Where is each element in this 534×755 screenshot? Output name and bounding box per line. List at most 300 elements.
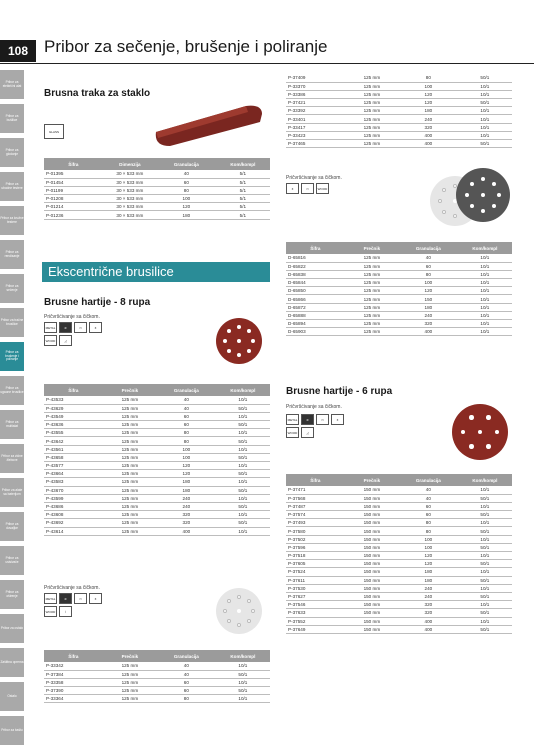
star-icon: ✶ — [331, 414, 344, 425]
sidebar-tab[interactable]: Pribor za električni alat — [0, 70, 24, 99]
table-cell: D-65872 — [286, 303, 345, 311]
table-cell: 320 — [157, 511, 216, 519]
table-row — [286, 140, 512, 148]
table-row — [44, 662, 270, 670]
disc-hole — [486, 415, 491, 420]
disc-hole — [469, 415, 474, 420]
table-cell: 50/1 — [458, 527, 512, 535]
sidebar-tab[interactable]: Pribor za oštrenje — [0, 580, 24, 609]
table-cell: 50/1 — [216, 502, 270, 510]
column-header: Šifra — [286, 474, 345, 486]
table-cell: P-43583 — [44, 478, 103, 486]
table-cell: 125 mm — [103, 453, 157, 461]
table-cell: P-43533 — [44, 396, 103, 404]
table-cell: 5/1 — [216, 178, 270, 186]
disc-hole — [223, 339, 227, 343]
table-cell: P-01199 — [44, 186, 103, 194]
sidebar-tab[interactable]: Pribor za tračne brusilice — [0, 308, 24, 337]
table-cell: 80 — [399, 519, 458, 527]
table-cell: 5/1 — [216, 170, 270, 178]
table-cell: 60 — [157, 412, 216, 420]
table-cell: 40 — [157, 170, 216, 178]
table-row — [44, 527, 270, 535]
table-cell: 10/1 — [458, 131, 512, 139]
table-cell: 120 — [399, 560, 458, 568]
table-cell: 240 — [399, 584, 458, 592]
table-cell: 50/1 — [458, 625, 512, 633]
table-cell: 10/1 — [458, 519, 512, 527]
table-cell: 10/1 — [216, 462, 270, 470]
table-cell: D-65844 — [286, 279, 345, 287]
table-cell: 10/1 — [216, 494, 270, 502]
table-cell: 320 — [157, 519, 216, 527]
table-cell: P-43599 — [44, 494, 103, 502]
sidebar-tab[interactable]: Pribor za multialat — [0, 410, 24, 439]
belt-table — [44, 158, 270, 220]
sanding-belt-image — [150, 100, 268, 148]
table-cell: P-37530 — [286, 584, 345, 592]
table-cell: 180 — [157, 478, 216, 486]
table-row — [286, 115, 512, 123]
table-cell: 125 mm — [345, 279, 399, 287]
table-row — [286, 584, 512, 592]
disc-8-white — [216, 588, 262, 634]
table-cell: P-01208 — [44, 195, 103, 203]
table-row — [44, 186, 270, 194]
table-row — [286, 99, 512, 107]
table-row — [286, 543, 512, 551]
table-cell: 80 — [399, 270, 458, 278]
table-cell: 50/1 — [458, 543, 512, 551]
table-cell: P-37568 — [286, 494, 345, 502]
table-row — [44, 670, 270, 678]
table-cell: 10/1 — [458, 303, 512, 311]
table-cell: 50/1 — [458, 494, 512, 502]
table-cell: P-37409 — [286, 74, 345, 82]
table-cell: 125 mm — [103, 429, 157, 437]
brush-icon: ⌇ — [59, 606, 72, 617]
wood-icon: WOOD — [44, 335, 57, 346]
table-cell: 10/1 — [216, 478, 270, 486]
belt-icon-glass — [44, 124, 64, 139]
table-cell: 125 mm — [103, 404, 157, 412]
table-row — [286, 123, 512, 131]
surface-icon: ▭ — [74, 593, 87, 604]
table-cell: P-01395 — [44, 170, 103, 178]
disc-6-red — [452, 404, 508, 460]
disc-hole — [247, 599, 251, 603]
table-row — [286, 262, 512, 270]
disc-hole — [481, 193, 485, 197]
column-header: Prečnik — [103, 650, 157, 662]
table-cell: P-37611 — [286, 576, 345, 584]
table-cell: 125 mm — [345, 311, 399, 319]
table-cell: P-37493 — [286, 519, 345, 527]
surface-icon: ▭ — [301, 183, 314, 194]
disc-hole — [461, 430, 466, 435]
table-cell: 80 — [157, 695, 216, 703]
table-cell: 125 mm — [103, 470, 157, 478]
table-cell: 10/1 — [458, 107, 512, 115]
table-cell: 100 — [157, 195, 216, 203]
table-cell: 50/1 — [458, 560, 512, 568]
table-row — [44, 695, 270, 703]
sidebar-tab[interactable]: Pribor za glodanje — [0, 138, 24, 167]
table-row — [44, 519, 270, 527]
table-row — [286, 311, 512, 319]
page-title: Pribor za sečenje, brušenje i poliranje — [44, 37, 328, 56]
metal-icon: METAL — [286, 414, 299, 425]
angle-icon: ◿ — [59, 335, 72, 346]
table-cell: P-43549 — [44, 412, 103, 420]
sanding-pattern-icon: ≋ — [301, 414, 314, 425]
table-cell: P-37580 — [286, 527, 345, 535]
table-row — [286, 535, 512, 543]
table-cell: 240 — [399, 311, 458, 319]
table-cell: 10/1 — [458, 601, 512, 609]
disc-hole — [223, 609, 227, 613]
disc-hole — [251, 339, 255, 343]
table-cell: P-43629 — [44, 404, 103, 412]
table-row — [44, 453, 270, 461]
table-cell: 30 × 533 mm — [103, 195, 157, 203]
table-row — [44, 421, 270, 429]
table-row — [286, 576, 512, 584]
table-cell: 100 — [399, 535, 458, 543]
star-icon: ✶ — [89, 593, 102, 604]
table-row — [286, 519, 512, 527]
sidebar-tab[interactable]: Pribor za duvaljke — [0, 512, 24, 541]
disc-hole — [481, 209, 485, 213]
table-cell: 50/1 — [216, 470, 270, 478]
table-cell: 125 mm — [103, 678, 157, 686]
table-cell: 5/1 — [216, 186, 270, 194]
table-cell: 80 — [399, 527, 458, 535]
column-header: Granulacija — [399, 242, 458, 254]
sidebar-tab[interactable]: Pribor za ubodne testere — [0, 172, 24, 201]
table-cell: 10/1 — [216, 527, 270, 535]
table-row — [44, 203, 270, 211]
table-cell: 125 mm — [103, 494, 157, 502]
table-cell: 150 mm — [345, 568, 399, 576]
column-header: Prečnik — [345, 474, 399, 486]
table-cell: 125 mm — [345, 328, 399, 336]
usage-icons-8b — [44, 593, 104, 617]
note-8b: Pričvršćivanje sa čičkom. — [44, 585, 100, 591]
table-cell: 150 mm — [345, 519, 399, 527]
table-cell: 150 mm — [345, 601, 399, 609]
table-cell: 10/1 — [458, 262, 512, 270]
table-cell: 50/1 — [458, 592, 512, 600]
disc-hole — [247, 349, 251, 353]
table-row — [44, 429, 270, 437]
table-cell: P-43642 — [44, 437, 103, 445]
table-row — [286, 511, 512, 519]
table-row — [286, 560, 512, 568]
table-row — [44, 195, 270, 203]
table-cell: P-37524 — [286, 568, 345, 576]
disc-hole — [251, 609, 255, 613]
table-cell: 125 mm — [345, 287, 399, 295]
table-cell: 125 mm — [103, 662, 157, 670]
table-cell: 10/1 — [458, 584, 512, 592]
disc-hole — [465, 193, 469, 197]
table-cell: 10/1 — [216, 412, 270, 420]
table-cell: 10/1 — [216, 678, 270, 686]
table-cell: 150 mm — [345, 511, 399, 519]
sidebar-tab[interactable]: Pribor za brušenje i poliranje — [0, 342, 24, 371]
disc-hole — [492, 182, 496, 186]
table-cell: 10/1 — [458, 328, 512, 336]
table-cell: 120 — [157, 203, 216, 211]
table-cell: 40 — [157, 662, 216, 670]
table-cell: 125 mm — [103, 695, 157, 703]
disc-hole — [237, 623, 241, 627]
table-cell: 10/1 — [458, 287, 512, 295]
table-row — [44, 678, 270, 686]
table-cell: 400 — [399, 617, 458, 625]
sidebar-tab[interactable]: Pribor za sečenje — [0, 274, 24, 303]
table-cell: 50/1 — [458, 576, 512, 584]
column-header: Kom/kompl — [216, 650, 270, 662]
table-cell: 40 — [399, 486, 458, 494]
table-cell: 120 — [157, 470, 216, 478]
table-cell: 150 mm — [345, 576, 399, 584]
table-cell: P-37390 — [44, 687, 103, 695]
sidebar-tab[interactable]: Pribor za ugaone brusilice — [0, 376, 24, 405]
table-row — [286, 279, 512, 287]
column-header: Šifra — [44, 384, 103, 396]
metal-icon: METAL — [44, 322, 57, 333]
table-row — [286, 74, 512, 82]
table-cell: 80 — [157, 186, 216, 194]
sidebar-tab[interactable]: Pribor za bušilice — [0, 104, 24, 133]
section-title-8-holes: Brusne hartije - 8 rupa — [44, 297, 151, 308]
table-cell: 30 × 533 mm — [103, 178, 157, 186]
disc-hole — [227, 599, 231, 603]
disc-hole — [470, 204, 474, 208]
disc-hole — [438, 199, 442, 203]
table-cell: P-37421 — [286, 99, 345, 107]
metal-icon: METAL — [44, 593, 57, 604]
star-icon: ✶ — [89, 322, 102, 333]
usage-icons-6 — [286, 414, 346, 438]
table-cell: 10/1 — [458, 115, 512, 123]
table-cell: D-65903 — [286, 328, 345, 336]
table-row — [44, 687, 270, 695]
sidebar-tab[interactable]: Pribor za rendisanje — [0, 240, 24, 269]
table-row — [286, 592, 512, 600]
table-cell: 125 mm — [345, 115, 399, 123]
table-6-holes — [286, 474, 512, 634]
note-right-mid: Pričvršćivanje sa čičkom. — [286, 175, 342, 181]
table-cell: P-43670 — [44, 486, 103, 494]
table-row — [44, 396, 270, 404]
disc-hole — [227, 329, 231, 333]
table-row — [286, 320, 512, 328]
table-cell: 240 — [157, 494, 216, 502]
table-cell: 150 mm — [345, 584, 399, 592]
table-cell: 50/1 — [458, 74, 512, 82]
table-cell: 180 — [399, 107, 458, 115]
table-cell: P-43664 — [44, 470, 103, 478]
table-cell: 10/1 — [458, 90, 512, 98]
section-banner: Ekscentrične brusilice — [42, 262, 270, 282]
table-cell: 125 mm — [345, 262, 399, 270]
table-cell: P-01454 — [44, 178, 103, 186]
disc-hole — [470, 182, 474, 186]
table-cell: 125 mm — [103, 421, 157, 429]
column-header: Šifra — [44, 650, 103, 662]
table-cell: 125 mm — [103, 445, 157, 453]
table-cell: 60 — [157, 687, 216, 695]
table-row — [286, 625, 512, 633]
section-title-belt: Brusna traka za staklo — [44, 88, 151, 99]
column-header: Granulacija — [399, 474, 458, 486]
table-cell: 30 × 533 mm — [103, 170, 157, 178]
usage-icons-8 — [44, 322, 104, 346]
table-cell: 150 mm — [345, 625, 399, 633]
table-cell: 125 mm — [345, 303, 399, 311]
surface-icon: ▭ — [316, 414, 329, 425]
sanding-pattern-icon: ≋ — [59, 322, 72, 333]
table-cell: 5/1 — [216, 203, 270, 211]
sidebar-tab[interactable]: Pribor za kružne testere — [0, 206, 24, 235]
table-cell: 10/1 — [458, 502, 512, 510]
table-cell: D-65850 — [286, 287, 345, 295]
surface-icon: ▭ — [74, 322, 87, 333]
table-cell: 125 mm — [345, 74, 399, 82]
sidebar-tab[interactable]: Zaštitna oprema — [0, 648, 24, 677]
wood-icon: WOOD — [286, 427, 299, 438]
table-cell: 125 mm — [103, 462, 157, 470]
table-cell: D-65822 — [286, 262, 345, 270]
table-row — [286, 82, 512, 90]
table-cell: P-37605 — [286, 560, 345, 568]
section-title-6-holes: Brusne hartije - 6 rupa — [286, 386, 393, 397]
table-cell: 10/1 — [216, 695, 270, 703]
table-cell: 240 — [399, 115, 458, 123]
disc-8-red — [216, 318, 262, 364]
table-cell: 60 — [399, 502, 458, 510]
column-header: Kom/kompl — [458, 242, 512, 254]
table-cell: 50/1 — [216, 486, 270, 494]
table-cell: 10/1 — [216, 429, 270, 437]
sidebar-tab[interactable]: Pribor za zidne žlebove — [0, 444, 24, 473]
sidebar-tab[interactable]: Pribor za baštu — [0, 716, 24, 745]
table-row — [286, 502, 512, 510]
column-header: Kom/kompl — [216, 158, 270, 170]
table-cell: P-33342 — [44, 662, 103, 670]
table-cell: 10/1 — [458, 123, 512, 131]
table-row — [44, 511, 270, 519]
sidebar-tab[interactable]: Pribor za alate sa baterijom — [0, 478, 24, 507]
table-right-mid — [286, 242, 512, 336]
table-cell: 180 — [157, 211, 216, 219]
table-cell: 100 — [399, 82, 458, 90]
sidebar-tab[interactable]: Pribor za usisivače — [0, 546, 24, 575]
table-cell: 50/1 — [458, 511, 512, 519]
table-cell: 400 — [399, 328, 458, 336]
table-row — [286, 617, 512, 625]
table-cell: 80 — [157, 429, 216, 437]
table-row — [44, 478, 270, 486]
table-cell: 50/1 — [216, 437, 270, 445]
table-row — [286, 486, 512, 494]
disc-hole — [247, 619, 251, 623]
disc-hole — [237, 325, 241, 329]
table-cell: 60 — [157, 421, 216, 429]
table-cell: 125 mm — [103, 519, 157, 527]
table-cell: 120 — [399, 552, 458, 560]
table-row — [44, 462, 270, 470]
disc-right-dark — [456, 168, 510, 222]
wood-icon: WOOD — [316, 183, 329, 194]
table-cell: P-43658 — [44, 453, 103, 461]
table-cell: 400 — [157, 527, 216, 535]
table-cell: 80 — [157, 437, 216, 445]
table-cell: P-37487 — [286, 502, 345, 510]
table-row — [44, 486, 270, 494]
table-cell: 400 — [399, 625, 458, 633]
table-cell: 150 mm — [345, 552, 399, 560]
table-row — [286, 527, 512, 535]
table-cell: P-37649 — [286, 625, 345, 633]
table-cell: P-33423 — [286, 131, 345, 139]
table-cell: 150 mm — [345, 527, 399, 535]
table-cell: 125 mm — [345, 320, 399, 328]
table-cell: 10/1 — [458, 552, 512, 560]
column-header: Dimenzija — [103, 158, 157, 170]
table-cell: P-01236 — [44, 211, 103, 219]
table-cell: 150 mm — [345, 486, 399, 494]
disc-hole — [481, 177, 485, 181]
table-cell: 150 mm — [345, 543, 399, 551]
table-cell: 180 — [399, 576, 458, 584]
table-cell: 180 — [399, 303, 458, 311]
table-row — [44, 470, 270, 478]
title-rule — [0, 63, 534, 64]
table-cell: 125 mm — [345, 99, 399, 107]
table-cell: 10/1 — [458, 320, 512, 328]
table-cell: P-33370 — [286, 82, 345, 90]
table-cell: 400 — [399, 131, 458, 139]
table-cell: 125 mm — [103, 511, 157, 519]
table-row — [286, 303, 512, 311]
table-cell: 125 mm — [345, 123, 399, 131]
table-row — [286, 107, 512, 115]
table-cell: 100 — [157, 445, 216, 453]
table-8-holes — [44, 384, 270, 536]
table-cell: 50/1 — [458, 609, 512, 617]
table-cell: 40 — [157, 404, 216, 412]
table-cell: 50/1 — [458, 140, 512, 148]
table-row — [44, 404, 270, 412]
table-cell: P-01214 — [44, 203, 103, 211]
sidebar-tab[interactable]: Ostalo — [0, 682, 24, 711]
disc-hole — [237, 595, 241, 599]
sidebar-tab[interactable]: Pribor za ostalo — [0, 614, 24, 643]
table-cell: 10/1 — [458, 617, 512, 625]
table-cell: P-37627 — [286, 592, 345, 600]
table-cell: 150 mm — [345, 494, 399, 502]
table-cell: 125 mm — [103, 502, 157, 510]
table-cell: 10/1 — [458, 270, 512, 278]
table-cell: 50/1 — [216, 404, 270, 412]
table-row — [286, 254, 512, 262]
wood-icon: WOOD — [44, 606, 57, 617]
table-8b — [44, 650, 270, 703]
